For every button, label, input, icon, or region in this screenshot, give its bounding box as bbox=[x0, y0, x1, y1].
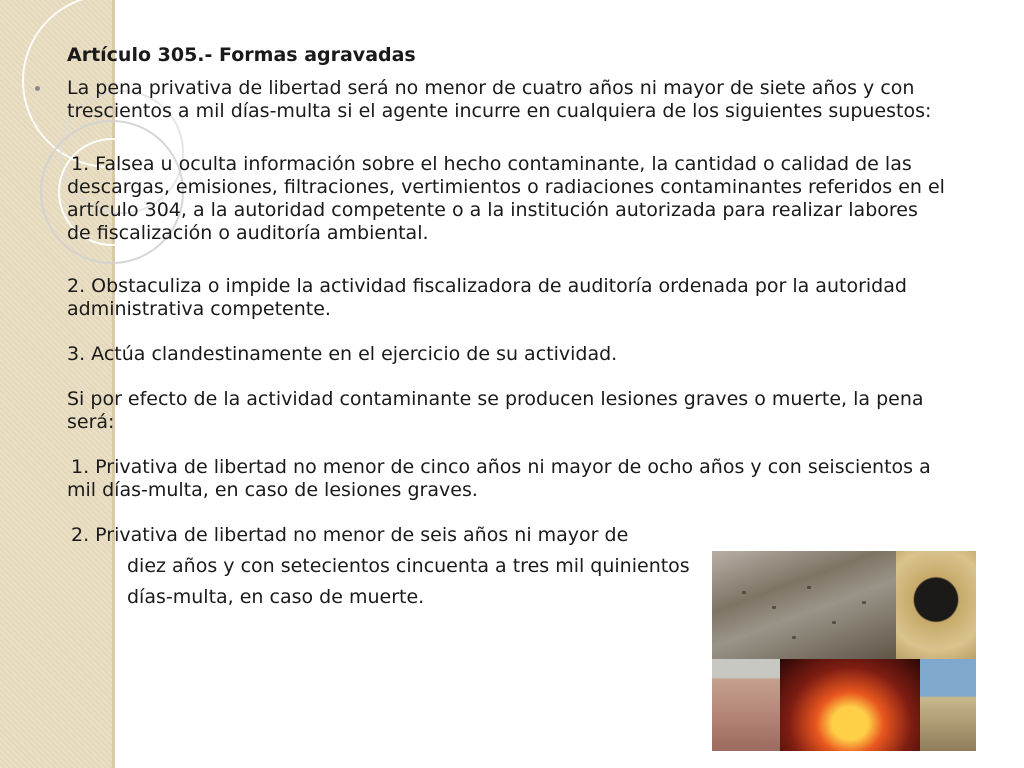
aggravated-item-2-line-3: días-multa, en caso de muerte. bbox=[127, 586, 425, 608]
aggravated-intro: Si por efecto de la actividad contaminante se producen lesiones graves o muerte, la pena será: bbox=[67, 388, 924, 433]
drought-field-photo bbox=[920, 659, 976, 751]
bullet-dot-icon bbox=[35, 86, 40, 91]
item-1: 1. Falsea u oculta información sobre el hecho contaminante, la cantidad o calidad de las descargas, emisiones, filtraciones, vertimientos o radiaciones contaminantes referidos en el artículo 304, a la autoridad competente o a la institución autorizada para realizar labores de fiscalización o auditoría ambiental. bbox=[67, 153, 945, 244]
item-2: 2. Obstaculiza o impide la actividad fiscalizadora de auditoría ordenada por la autoridad administrativa competente. bbox=[67, 275, 907, 320]
aggravated-item-2-line-2: diez años y con setecientos cincuenta a tres mil quinientos bbox=[127, 555, 690, 577]
dry-land-photo bbox=[712, 659, 780, 751]
aggravated-item-2: 2. Privativa de libertad no menor de seis años ni mayor de bbox=[71, 524, 629, 546]
item-3: 3. Actúa clandestinamente en el ejercicio de su actividad. bbox=[67, 343, 618, 365]
intro-bullet bbox=[67, 77, 947, 123]
aggravated-item-1: 1. Privativa de libertad no menor de cinco años ni mayor de ocho años y con seiscientos a mil días-multa, en caso de lesiones graves. bbox=[67, 456, 931, 501]
slide-content bbox=[67, 44, 947, 609]
smoke-stack-photo bbox=[896, 551, 976, 659]
article-title: Artículo 305.- Formas agravadas bbox=[67, 44, 416, 66]
forest-fire-photo bbox=[780, 659, 920, 751]
pollution-photo-collage bbox=[712, 551, 976, 751]
intro-text: La pena privativa de libertad será no menor de cuatro años ni mayor de siete años y con trescientos a mil días-multa si el agente incurre en cualquiera de los siguientes supuestos: bbox=[67, 77, 932, 122]
flood-aerial-photo bbox=[712, 551, 896, 659]
